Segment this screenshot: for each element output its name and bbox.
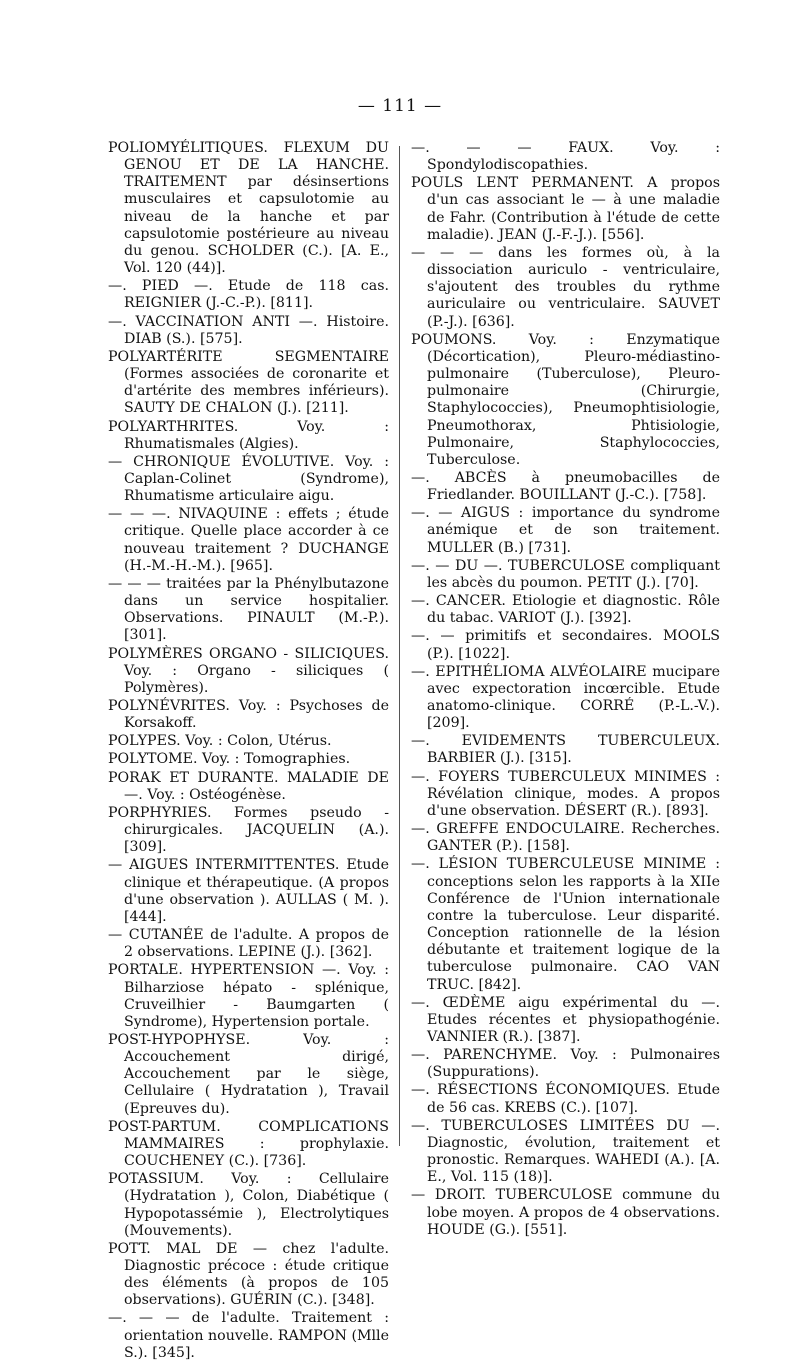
index-column-left — [108, 140, 389, 1362]
index-entry: PORAK ET DURANTE. MALADIE DE —. Voy. : Ostéogénèse. — [108, 769, 389, 803]
index-entry: — CUTANÉE de l'adulte. A propos de 2 observations. LEPINE (J.). [362]. — [108, 927, 389, 961]
index-entry: POTT. MAL DE — chez l'adulte. Diagnostic précoce : étude critique des éléments (à propos de 105 observations). GUÉRIN (C.). [348]. — [108, 1240, 389, 1309]
index-entry: POLYARTÉRITE SEGMENTAIRE (Formes associées de coronarite et d'artérite des membres inférieurs). SAUTY DE CHALON (J.). [211]. — [108, 348, 389, 417]
index-column-right — [411, 140, 720, 1239]
index-entry: POUMONS. Voy. : Enzymatique (Décortication), Pleuro-médiastino-pulmonaire (Tuberculose), Pleuro-pulmonaire (Chirurgie, Staphylococcies), Pneumophtisiologie, Pneumothorax, Phtisiologie, Pulmonaire, Staphylococcies, Tuberculose. — [411, 331, 720, 468]
index-entry: —. — AIGUS : importance du syndrome anémique et de son traitement. MULLER (B.) [731]. — [411, 505, 720, 556]
index-entry: —. — — FAUX. Voy. : Spondylodiscopathies. — [411, 140, 720, 174]
index-entry: — — — dans les formes où, à la dissociation auriculo - ventriculaire, s'ajoutent des troubles du rythme auriculaire ou ventriculaire. SAUVET (P.-J.). [636]. — [411, 244, 720, 330]
index-entry: —. PARENCHYME. Voy. : Pulmonaires (Suppurations). — [411, 1047, 720, 1081]
index-entry: PORTALE. HYPERTENSION —. Voy. : Bilharziose hépato - splénique, Cruveilhier - Baumgarten ( Syndrome), Hypertension portale. — [108, 962, 389, 1030]
index-entry: —. LÉSION TUBERCULEUSE MINIME : conceptions selon les rapports à la XIIe Conférence de l'Union internationale contre la tuberculose. Leur disparité. Conception rationnelle de la lésion débutante et traitement logique de la tuberculose pulmonaire. CAO VAN TRUC. [842]. — [411, 856, 720, 993]
index-entry: —. PIED —. Etude de 118 cas. REIGNIER (J.-C.-P.). [811]. — [108, 278, 389, 312]
index-entry: —. VACCINATION ANTI —. Histoire. DIAB (S.). [575]. — [108, 313, 389, 347]
page-number: — 111 — — [357, 96, 443, 116]
index-entry: POLYNÉVRITES. Voy. : Psychoses de Korsakoff. — [108, 698, 389, 732]
index-entry: POLYTOME. Voy. : Tomographies. — [108, 751, 351, 768]
column-divider — [399, 146, 400, 1146]
index-entry: —. — primitifs et secondaires. MOOLS (P.). [1022]. — [411, 628, 720, 662]
index-entry: POLIOMYÉLITIQUES. FLEXUM DU GENOU ET DE LA HANCHE. TRAITEMENT par désinsertions musculaires et capsulotomie au niveau de la hanche et par capsulotomie postérieure au niveau du genou. SCHOLDER (C.). [A. E., Vol. 120 (44)]. — [108, 140, 389, 277]
index-entry: —. TUBERCULOSES LIMITÉES DU —. Diagnostic, évolution, traitement et pronostic. Remarques. WAHEDI (A.). [A. E., Vol. 115 (18)]. — [411, 1117, 720, 1186]
index-entry: —. EVIDEMENTS TUBERCULEUX. BARBIER (J.). [315]. — [411, 733, 720, 767]
index-entry: — — —. NIVAQUINE : effets ; étude critique. Quelle place accorder à ce nouveau traitement ? DUCHANGE (H.-M.-H.-M.). [965]. — [108, 506, 389, 574]
index-entry: —. — — de l'adulte. Traitement : orientation nouvelle. RAMPON (Mlle S.). [345]. — [108, 1310, 389, 1361]
index-entry: — CHRONIQUE ÉVOLUTIVE. Voy. : Caplan-Colinet (Syndrome), Rhumatisme articulaire aigu. — [108, 453, 389, 505]
index-entry: POULS LENT PERMANENT. A propos d'un cas associant le — à une maladie de Fahr. (Contribution à l'étude de cette maladie). JEAN (J.-F.-J.). [556]. — [411, 175, 720, 243]
index-entry: POST-PARTUM. COMPLICATIONS MAMMAIRES : prophylaxie. COUCHENEY (C.). [736]. — [108, 1118, 389, 1170]
index-entry: —. CANCER. Etiologie et diagnostic. Rôle du tabac. VARIOT (J.). [392]. — [411, 593, 720, 627]
index-entry: —. EPITHÉLIOMA ALVÉOLAIRE mucipare avec expectoration incœrcible. Etude anatomo-clinique. CORRÉ (P.-L.-V.). [209]. — [411, 663, 720, 732]
index-entry: —. GREFFE ENDOCULAIRE. Recherches. GANTER (P.). [158]. — [411, 821, 720, 855]
index-entry: —. ABCÈS à pneumobacilles de Friedlander. BOUILLANT (J.-C.). [758]. — [411, 469, 720, 504]
index-entry: —. RÉSECTIONS ÉCONOMIQUES. Etude de 56 cas. KREBS (C.). [107]. — [411, 1082, 720, 1116]
index-entry: —. ŒDÈME aigu expérimental du —. Etudes récentes et physiopathogénie. VANNIER (R.). [387]. — [411, 994, 720, 1045]
index-entry: POST-HYPOPHYSE. Voy. : Accouchement dirigé, Accouchement par le siège, Cellulaire ( Hydratation ), Travail (Epreuves du). — [108, 1031, 389, 1117]
index-entry: — DROIT. TUBERCULOSE commune du lobe moyen. A propos de 4 observations. HOUDE (G.). [551]. — [411, 1187, 720, 1238]
index-entry: —. — DU —. TUBERCULOSE compliquant les abcès du poumon. PETIT (J.). [70]. — [411, 557, 720, 591]
index-entry: POLYARTHRITES. Voy. : Rhumatismales (Algies). — [108, 418, 389, 452]
index-entry: — AIGUES INTERMITTENTES. Etude clinique et thérapeutique. (A propos d'une observation ). AULLAS ( M. ). [444]. — [108, 857, 389, 925]
index-entry: POLYPES. Voy. : Colon, Utérus. — [108, 733, 332, 750]
index-entry: POTASSIUM. Voy. : Cellulaire (Hydratation ), Colon, Diabétique ( Hypopotassémie ), Electrolytiques (Mouvements). — [108, 1171, 389, 1239]
index-entry: POLYMÈRES ORGANO - SILICIQUES. Voy. : Organo - siliciques ( Polymères). — [108, 645, 389, 696]
index-entry: — — — traitées par la Phénylbutazone dans un service hospitalier. Observations. PINAULT (M.-P.). [301]. — [108, 575, 389, 644]
index-entry: PORPHYRIES. Formes pseudo - chirurgicales. JACQUELIN (A.). [309]. — [108, 804, 389, 856]
index-entry: —. FOYERS TUBERCULEUX MINIMES : Révélation clinique, modes. A propos d'une observation. DÉSERT (R.). [893]. — [411, 768, 720, 819]
